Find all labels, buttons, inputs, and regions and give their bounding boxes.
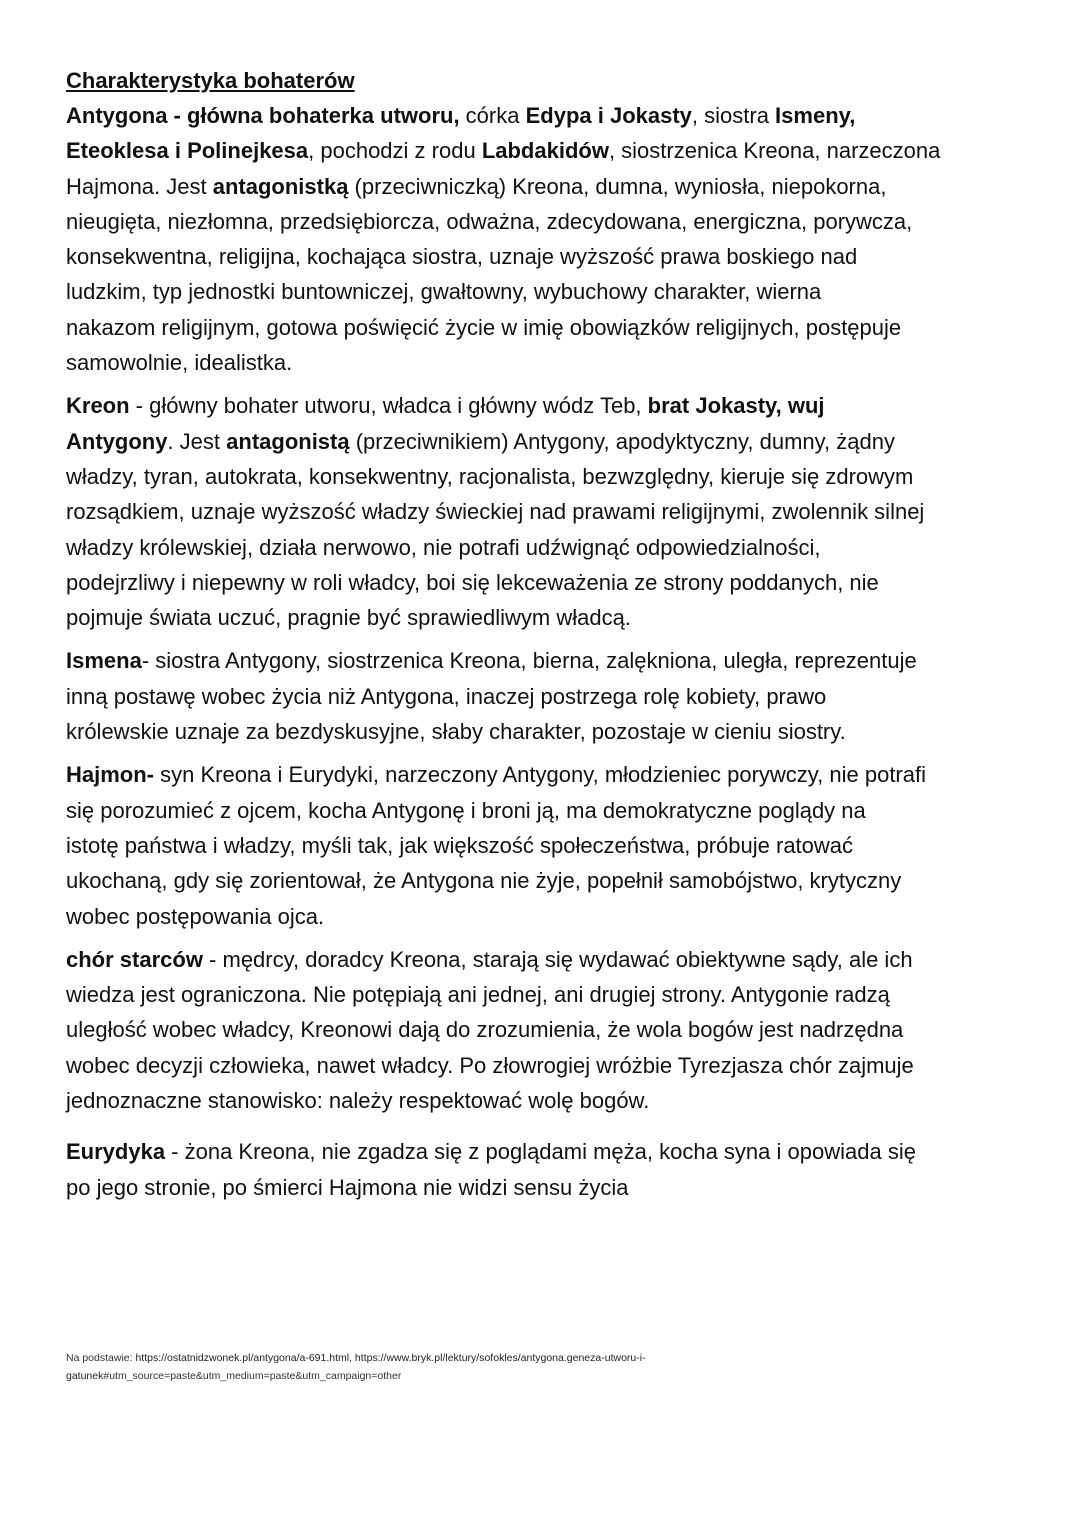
- text-line: [66, 1170, 1026, 1205]
- text-line: [66, 714, 1026, 749]
- text: - główny bohater utworu, władca i główny wódz Teb,: [129, 393, 648, 419]
- text: po jego stronie, po śmierci Hajmona nie widzi sensu życia: [66, 1174, 629, 1200]
- document-title: Charakterystyka bohaterów: [66, 68, 355, 93]
- text-line: [66, 899, 1026, 934]
- text-line: [66, 133, 1026, 168]
- text-line: [66, 530, 1026, 565]
- bold-text: Eteoklesa i Polinejkesa: [66, 138, 309, 164]
- text: (przeciwnikiem) Antygony, apodyktyczny, dumny, żądny: [349, 428, 895, 454]
- text: nakazom religijnym, gotowa poświęcić życie w imię obowiązków religijnych, postępuje: [66, 314, 902, 340]
- footnote-label: Na podstawie:: [66, 1352, 136, 1364]
- text: , siostrzenica Kreona, narzeczona: [608, 138, 941, 164]
- text: podejrzliwy i niepewny w roli władcy, boi się lekceważenia ze strony poddanych, nie: [66, 569, 879, 595]
- character-ismena: [66, 643, 1026, 749]
- character-eurydyka: [66, 1134, 1026, 1205]
- text: syn Kreona i Eurydyki, narzeczony Antygony, młodzieniec porywczy, nie potrafi: [154, 762, 926, 788]
- text-line: [66, 424, 1026, 459]
- bold-text: brat Jokasty, wuj: [647, 393, 825, 419]
- bold-text: antagonistką: [212, 173, 349, 199]
- source-footnote: [66, 1349, 646, 1385]
- bold-text: Labdakidów: [481, 138, 609, 164]
- text: . Jest: [167, 428, 227, 454]
- character-antygona: [66, 98, 1026, 380]
- text: , pochodzi z rodu: [308, 138, 482, 164]
- bold-text: Kreon: [66, 393, 130, 419]
- footnote-link-params: #utm_source=paste&utm_medium=paste&utm_campaign=other: [103, 1370, 402, 1382]
- text-line: [66, 942, 1026, 977]
- text-line: [66, 274, 1026, 309]
- bold-text: chór starców: [66, 946, 203, 972]
- document-page: [66, 63, 1026, 1213]
- text-line: [66, 793, 1026, 828]
- text: Hajmona. Jest: [66, 173, 213, 199]
- bold-text: Ismena: [66, 648, 142, 674]
- text: wobec postępowania ojca.: [66, 903, 325, 929]
- text: się porozumieć z ojcem, kocha Antygonę i broni ją, ma demokratyczne poglądy na: [66, 797, 866, 823]
- character-kreon: [66, 388, 1026, 635]
- text-line: [66, 239, 1026, 274]
- text: , siostra: [691, 103, 776, 128]
- text: (przeciwniczką) Kreona, dumna, wyniosła, niepokorna,: [348, 173, 887, 199]
- text: nieugięta, niezłomna, przedsiębiorcza, odważna, zdecydowana, energiczna, porywcza,: [66, 208, 913, 234]
- bold-text: Ismeny,: [775, 103, 856, 128]
- text: uległość wobec władcy, Kreonowi dają do zrozumienia, że wola bogów jest nadrzędna: [66, 1017, 904, 1043]
- text-line: [66, 98, 1026, 133]
- text-line: [66, 977, 1026, 1012]
- character-chor-starcow: [66, 942, 1026, 1118]
- bold-text: Antygony: [66, 428, 168, 454]
- text: ludzkim, typ jednostki buntowniczej, gwałtowny, wybuchowy charakter, wierna: [66, 279, 822, 305]
- text: samowolnie, idealistka.: [66, 350, 293, 376]
- text-line: [66, 1012, 1026, 1047]
- text: władzy królewskiej, działa nerwowo, nie potrafi udźwignąć odpowiedzialności,: [66, 534, 821, 560]
- bold-text: antagonistą: [226, 428, 350, 454]
- text-line: [66, 600, 1026, 635]
- text: rozsądkiem, uznaje wyższość władzy świeckiej nad prawami religijnymi, zwolennik silnej: [66, 499, 925, 525]
- bold-text: Hajmon-: [66, 762, 154, 788]
- text: - siostra Antygony, siostrzenica Kreona, bierna, zalękniona, uległa, reprezentuje: [141, 648, 917, 674]
- text: ukochaną, gdy się zorientował, że Antygona nie żyje, popełnił samobójstwo, krytyczny: [66, 868, 902, 894]
- text-line: [66, 204, 1026, 239]
- footnote-links: https://ostatnidzwonek.pl/antygona/a-691.html, https://www.bryk.pl/lektury/sofokles/antygona.geneza-utworu-i-: [135, 1352, 646, 1364]
- character-list: [66, 98, 1026, 1205]
- bold-text: Edypa i Jokasty: [525, 103, 692, 128]
- bold-text: Eurydyka: [66, 1139, 166, 1165]
- footnote-link-end: gatunek: [66, 1370, 104, 1382]
- text-line: [66, 1048, 1026, 1083]
- text-line: [66, 1134, 1026, 1169]
- text-line: [66, 169, 1026, 204]
- text-line: [66, 565, 1026, 600]
- text-line: [66, 1083, 1026, 1118]
- text: konsekwentna, religijna, kochająca siostra, uznaje wyższość prawa boskiego nad: [66, 244, 858, 270]
- text: - żona Kreona, nie zgadza się z poglądami męża, kocha syna i opowiada się: [165, 1139, 916, 1165]
- text: królewskie uznaje za bezdyskusyjne, słaby charakter, pozostaje w cieniu siostry.: [66, 719, 846, 745]
- text: wobec decyzji człowieka, nawet władcy. Po złowrogiej wróżbie Tyrezjasza chór zajmuje: [66, 1052, 914, 1078]
- text-line: [66, 345, 1026, 380]
- text: inną postawę wobec życia niż Antygona, inaczej postrzega rolę kobiety, prawo: [66, 683, 827, 709]
- text-line: [66, 679, 1026, 714]
- text: istotę państwa i władzy, myśli tak, jak większość społeczeństwa, próbuje ratować: [66, 832, 854, 858]
- text: - mędrcy, doradcy Kreona, starają się wydawać obiektywne sądy, ale ich: [202, 946, 913, 972]
- text: córka: [459, 103, 526, 128]
- text-line: [66, 494, 1026, 529]
- text: jednoznaczne stanowisko: należy respektować wolę bogów.: [66, 1088, 650, 1114]
- text-line: [66, 643, 1026, 678]
- footnote-line-1: [66, 1349, 646, 1367]
- text-line: [66, 757, 1026, 792]
- footnote-line-2: [66, 1367, 646, 1385]
- text: wiedza jest ograniczona. Nie potępiają ani jednej, ani drugiej strony. Antygonie radzą: [66, 982, 890, 1008]
- character-hajmon: [66, 757, 1026, 933]
- text: władzy, tyran, autokrata, konsekwentny, racjonalista, bezwzględny, kieruje się zdrowym: [66, 463, 914, 489]
- bold-text: Antygona - główna bohaterka utworu,: [66, 103, 460, 128]
- text: pojmuje świata uczuć, pragnie być sprawiedliwym władcą.: [66, 605, 631, 631]
- text-line: [66, 310, 1026, 345]
- text-line: [66, 459, 1026, 494]
- text-line: [66, 388, 1026, 423]
- text-line: [66, 828, 1026, 863]
- text-line: [66, 863, 1026, 898]
